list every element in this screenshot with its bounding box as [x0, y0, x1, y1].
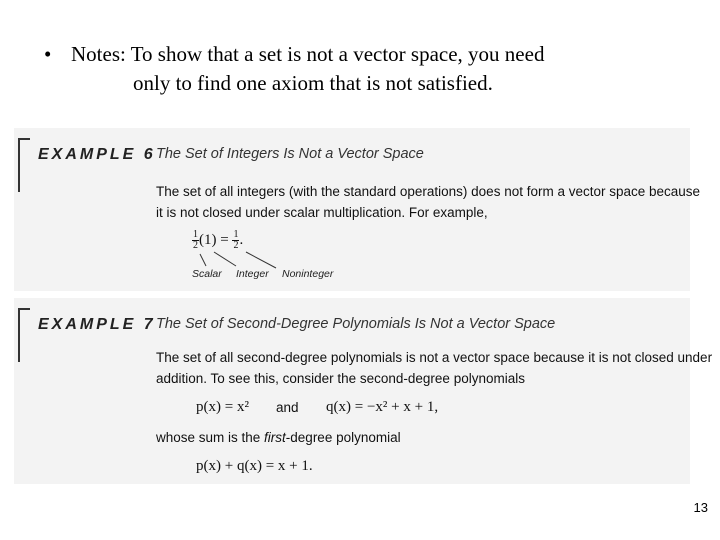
- page-number: 13: [693, 500, 708, 515]
- fraction-one-half-left: $\frac{1}{2}$: [193, 229, 198, 251]
- q-definition: q(x) = −x² + x + 1,: [326, 399, 439, 415]
- example-6-title: The Set of Integers Is Not a Vector Space: [156, 146, 424, 162]
- example-7-scan: [14, 298, 713, 484]
- example-7-text-2: addition. To see this, consider the second-degree polynomials: [156, 371, 525, 386]
- example-7-label: EXAMPLE 7: [38, 316, 156, 333]
- example-6-text-2: it is not closed under scalar multiplication. For example,: [156, 205, 488, 220]
- label-integer: Integer: [236, 268, 269, 280]
- annotation-lines: [14, 128, 690, 291]
- bracket-mark: [18, 308, 30, 362]
- label-scalar: Scalar: [192, 268, 222, 280]
- example-7-title: The Set of Second-Degree Polynomials Is Not a Vector Space: [156, 316, 556, 332]
- and-word: and: [276, 400, 299, 415]
- example-6-scan: [14, 128, 701, 291]
- example-7-text-3: whose sum is the first-degree polynomial: [156, 430, 401, 445]
- example-7-text-1: The set of all second-degree polynomials is not a vector space because it is not closed under: [156, 350, 713, 365]
- example-6-text-1: The set of all integers (with the standard operations) does not form a vector space because: [156, 184, 701, 199]
- sum-equation: p(x) + q(x) = x + 1.: [196, 458, 313, 474]
- p-definition: p(x) = x²: [196, 399, 249, 415]
- notes-line-2: only to find one axiom that is not satisfied.: [133, 71, 493, 95]
- example-6-label: EXAMPLE 6: [38, 146, 156, 163]
- notes-line-1: Notes: To show that a set is not a vector space, you need: [71, 42, 545, 66]
- label-noninteger: Noninteger: [282, 268, 334, 280]
- bullet: •: [44, 42, 52, 66]
- fraction-one-half-right: $\frac{1}{2}$: [233, 229, 239, 251]
- example-6-equation: $\frac{1}{2}$ (1) = $\frac{1}{2}$ .: [193, 229, 244, 251]
